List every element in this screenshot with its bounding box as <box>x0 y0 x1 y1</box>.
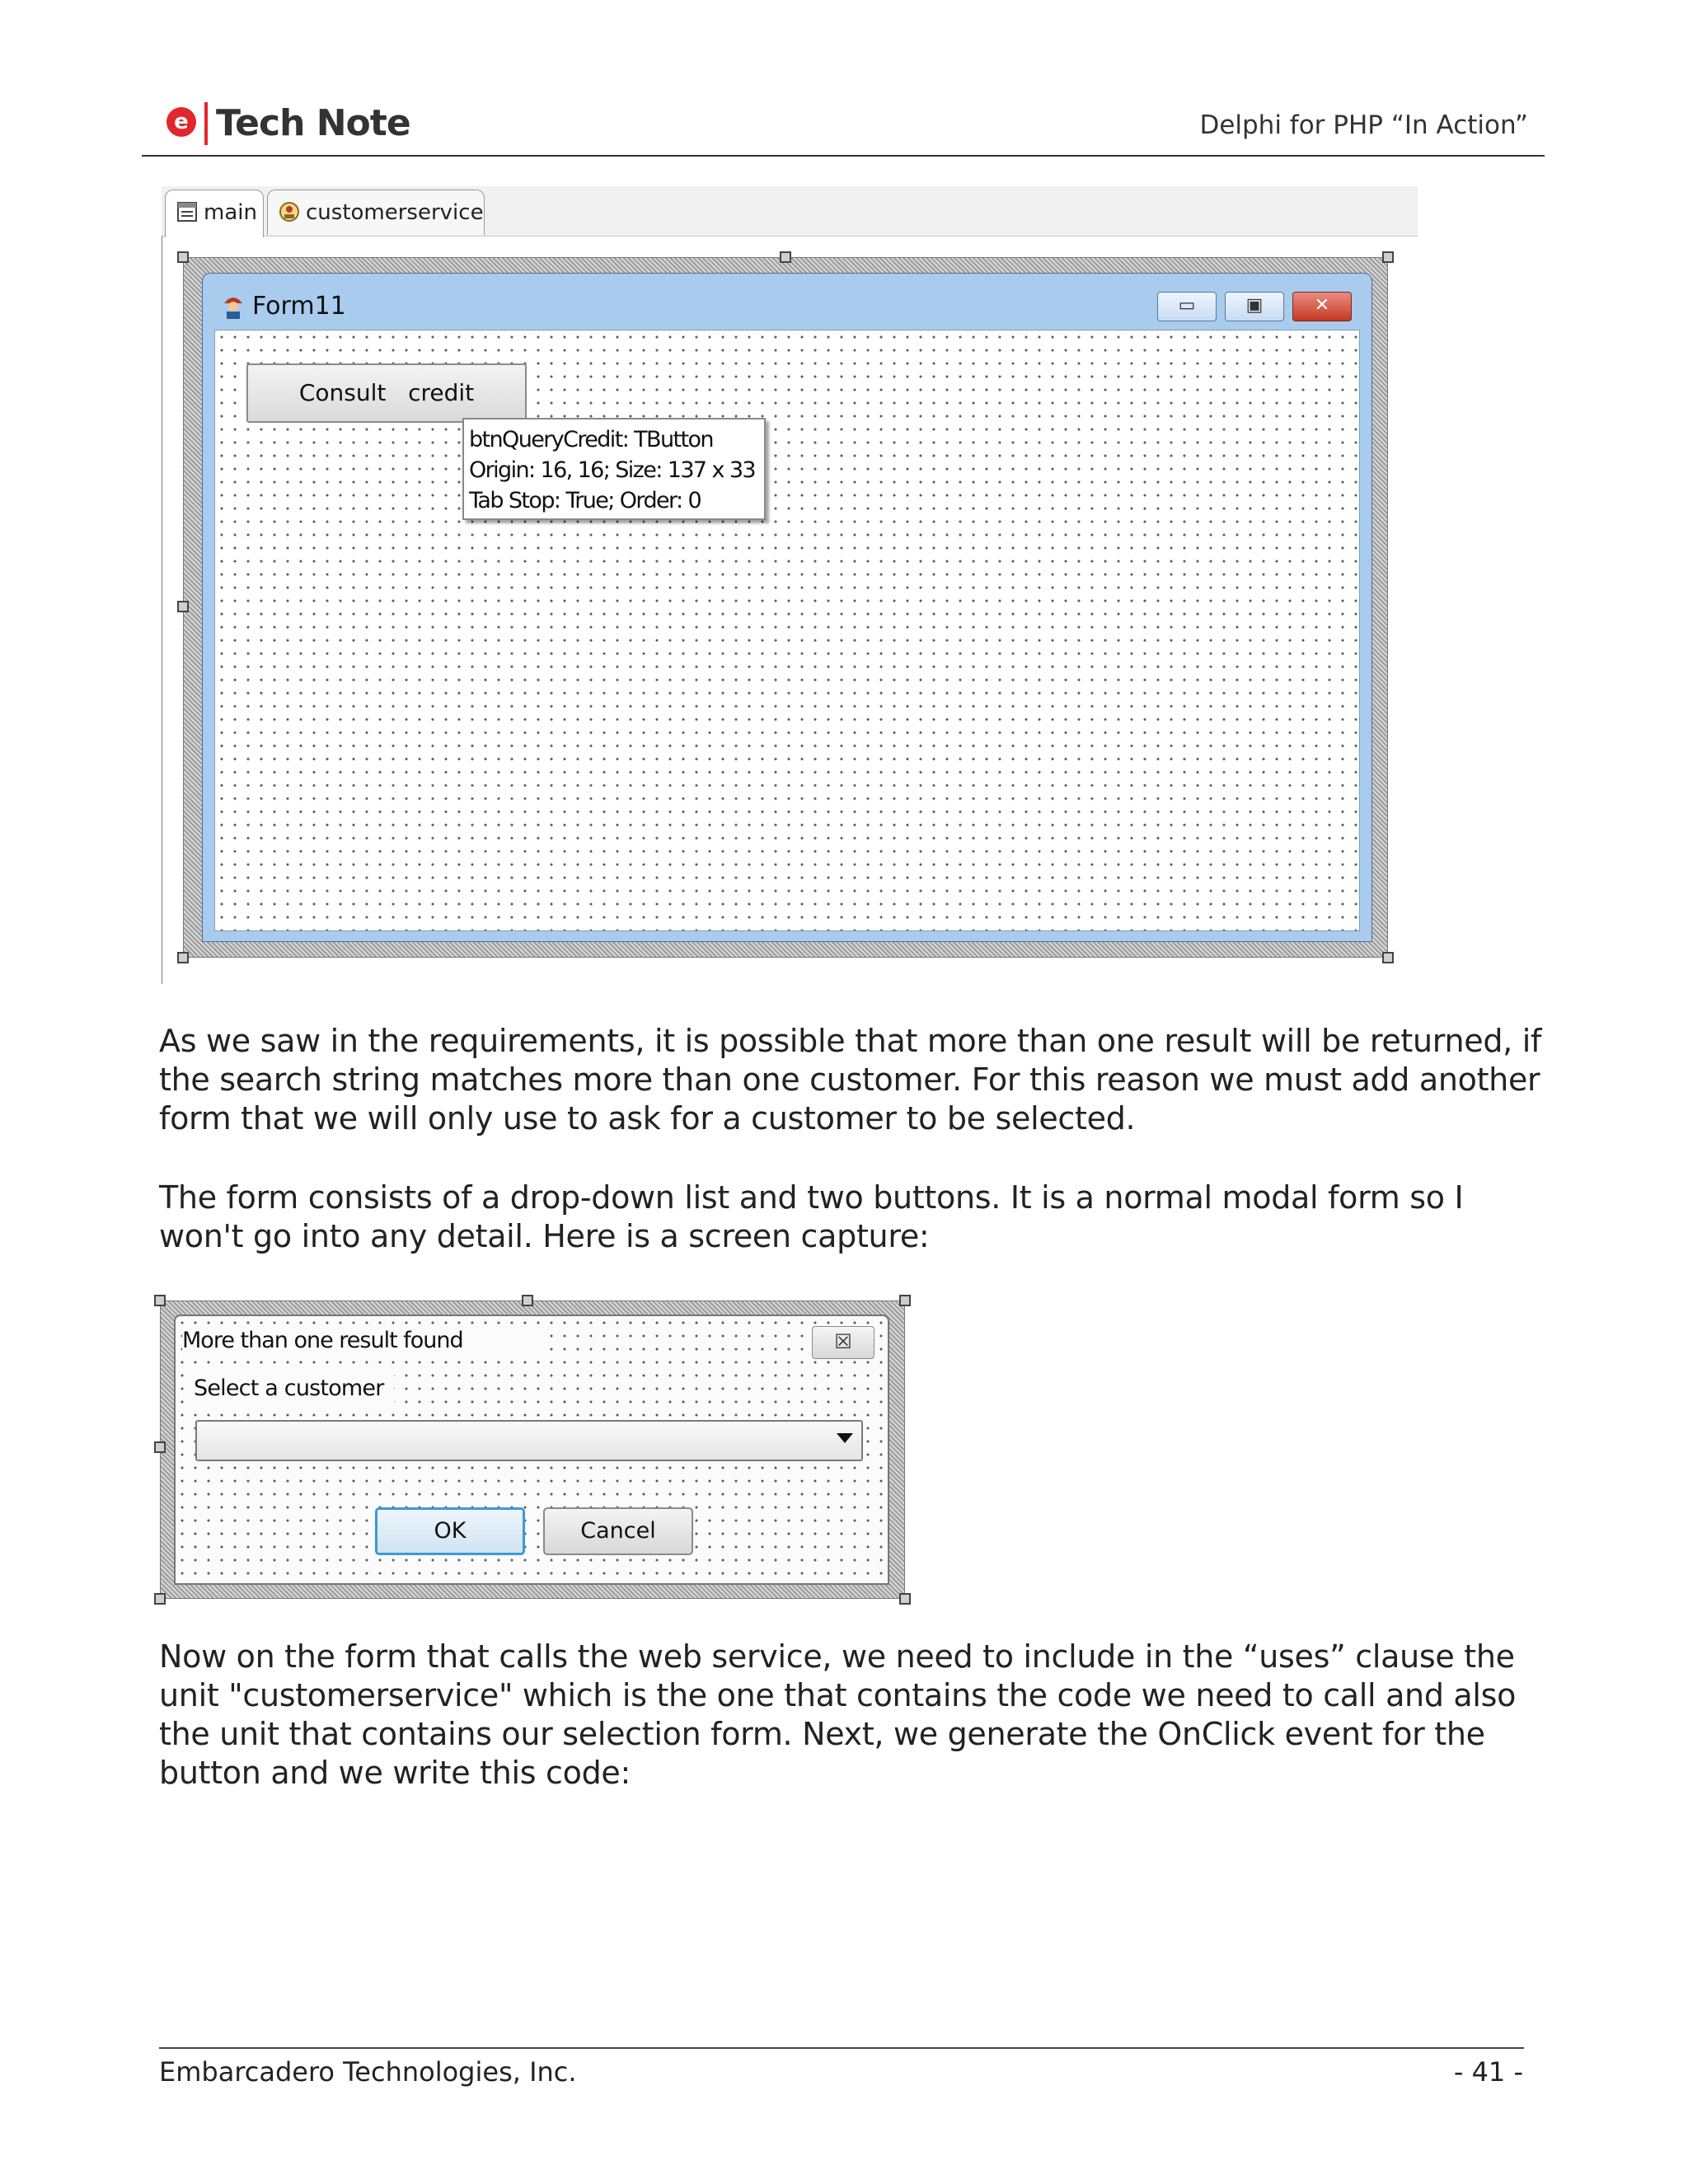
resize-handle-left[interactable] <box>154 1441 166 1453</box>
resize-handle-left[interactable] <box>177 601 189 612</box>
paragraph-multiple-results: As we saw in the requirements, it is possible that more than one result will be returned, if the search string matches more than one customer. For this reason we must add another form that we will only use to ask for a customer to be selected. <box>159 1023 1542 1137</box>
selection-dialog <box>174 1315 889 1585</box>
tooltip-line: Origin: 16, 16; Size: 137 x 33 <box>469 457 755 483</box>
dialog-close-icon[interactable]: ☒ <box>812 1326 874 1359</box>
component-hint-tooltip <box>462 418 766 520</box>
resize-handle-top-right[interactable] <box>1382 251 1394 263</box>
resize-handle-top-left[interactable] <box>177 251 189 263</box>
minimize-icon[interactable]: ▭ <box>1157 292 1217 321</box>
logo-divider <box>204 102 208 145</box>
resize-handle-bottom-right[interactable] <box>899 1593 911 1605</box>
ide-screenshot <box>162 186 1418 984</box>
customer-dropdown[interactable] <box>195 1420 863 1461</box>
tab-main[interactable] <box>165 190 264 237</box>
tooltip-line: Tab Stop: True; Order: 0 <box>469 488 701 513</box>
form-selection-frame[interactable] <box>183 257 1388 958</box>
dialog-title: More than one result found <box>182 1324 545 1357</box>
consult-credit-button[interactable]: Consult credit <box>246 363 527 423</box>
maximize-icon[interactable]: ▣ <box>1225 292 1284 321</box>
header-subtitle: Delphi for PHP “In Action” <box>1199 110 1528 140</box>
select-customer-label: Select a customer <box>194 1372 394 1405</box>
tooltip-line: btnQueryCredit: TButton <box>469 427 713 452</box>
designer-tabstrip <box>162 186 1418 237</box>
cancel-button[interactable]: Cancel <box>543 1507 693 1555</box>
form-app-icon <box>221 292 246 320</box>
ok-button[interactable]: OK <box>375 1507 525 1555</box>
service-icon <box>278 200 301 223</box>
footer-rule <box>159 2047 1524 2049</box>
resize-handle-bottom-left[interactable] <box>177 952 189 963</box>
resize-handle-top[interactable] <box>522 1295 533 1306</box>
close-icon[interactable]: ✕ <box>1292 292 1352 321</box>
paragraph-form-description: The form consists of a drop-down list and two buttons. It is a normal modal form so I won't go into any detail. Here is a screen capture: <box>159 1179 1464 1254</box>
footer-company: Embarcadero Technologies, Inc. <box>159 2056 577 2088</box>
tab-customerservice[interactable] <box>267 190 485 235</box>
page-number: - 41 - <box>1453 2056 1523 2088</box>
resize-handle-bottom-left[interactable] <box>154 1593 166 1605</box>
page-header <box>142 97 1545 157</box>
resize-handle-top[interactable] <box>780 251 791 263</box>
resize-handle-bottom-right[interactable] <box>1382 952 1394 963</box>
form-design-grid[interactable] <box>214 330 1360 931</box>
form-icon <box>176 200 199 223</box>
tab-customerservice-label: customerservice <box>306 200 484 225</box>
tab-main-label: main <box>204 200 257 225</box>
header-title: Tech Note <box>216 102 410 144</box>
resize-handle-top-right[interactable] <box>899 1295 911 1306</box>
chevron-down-icon[interactable] <box>837 1433 853 1443</box>
form11-window <box>202 273 1372 942</box>
form-title: Form11 <box>252 292 346 321</box>
dialog-screenshot <box>160 1301 905 1599</box>
resize-handle-top-left[interactable] <box>154 1295 166 1306</box>
embarcadero-logo-icon: e <box>166 107 196 137</box>
paragraph-uses-clause: Now on the form that calls the web service, we need to include in the “uses” clause the unit "customerservice" which is the one that contains the code we need to call and also the unit that contains our selection form. Next, we generate the OnClick event for the button and we write this code: <box>159 1638 1517 1791</box>
